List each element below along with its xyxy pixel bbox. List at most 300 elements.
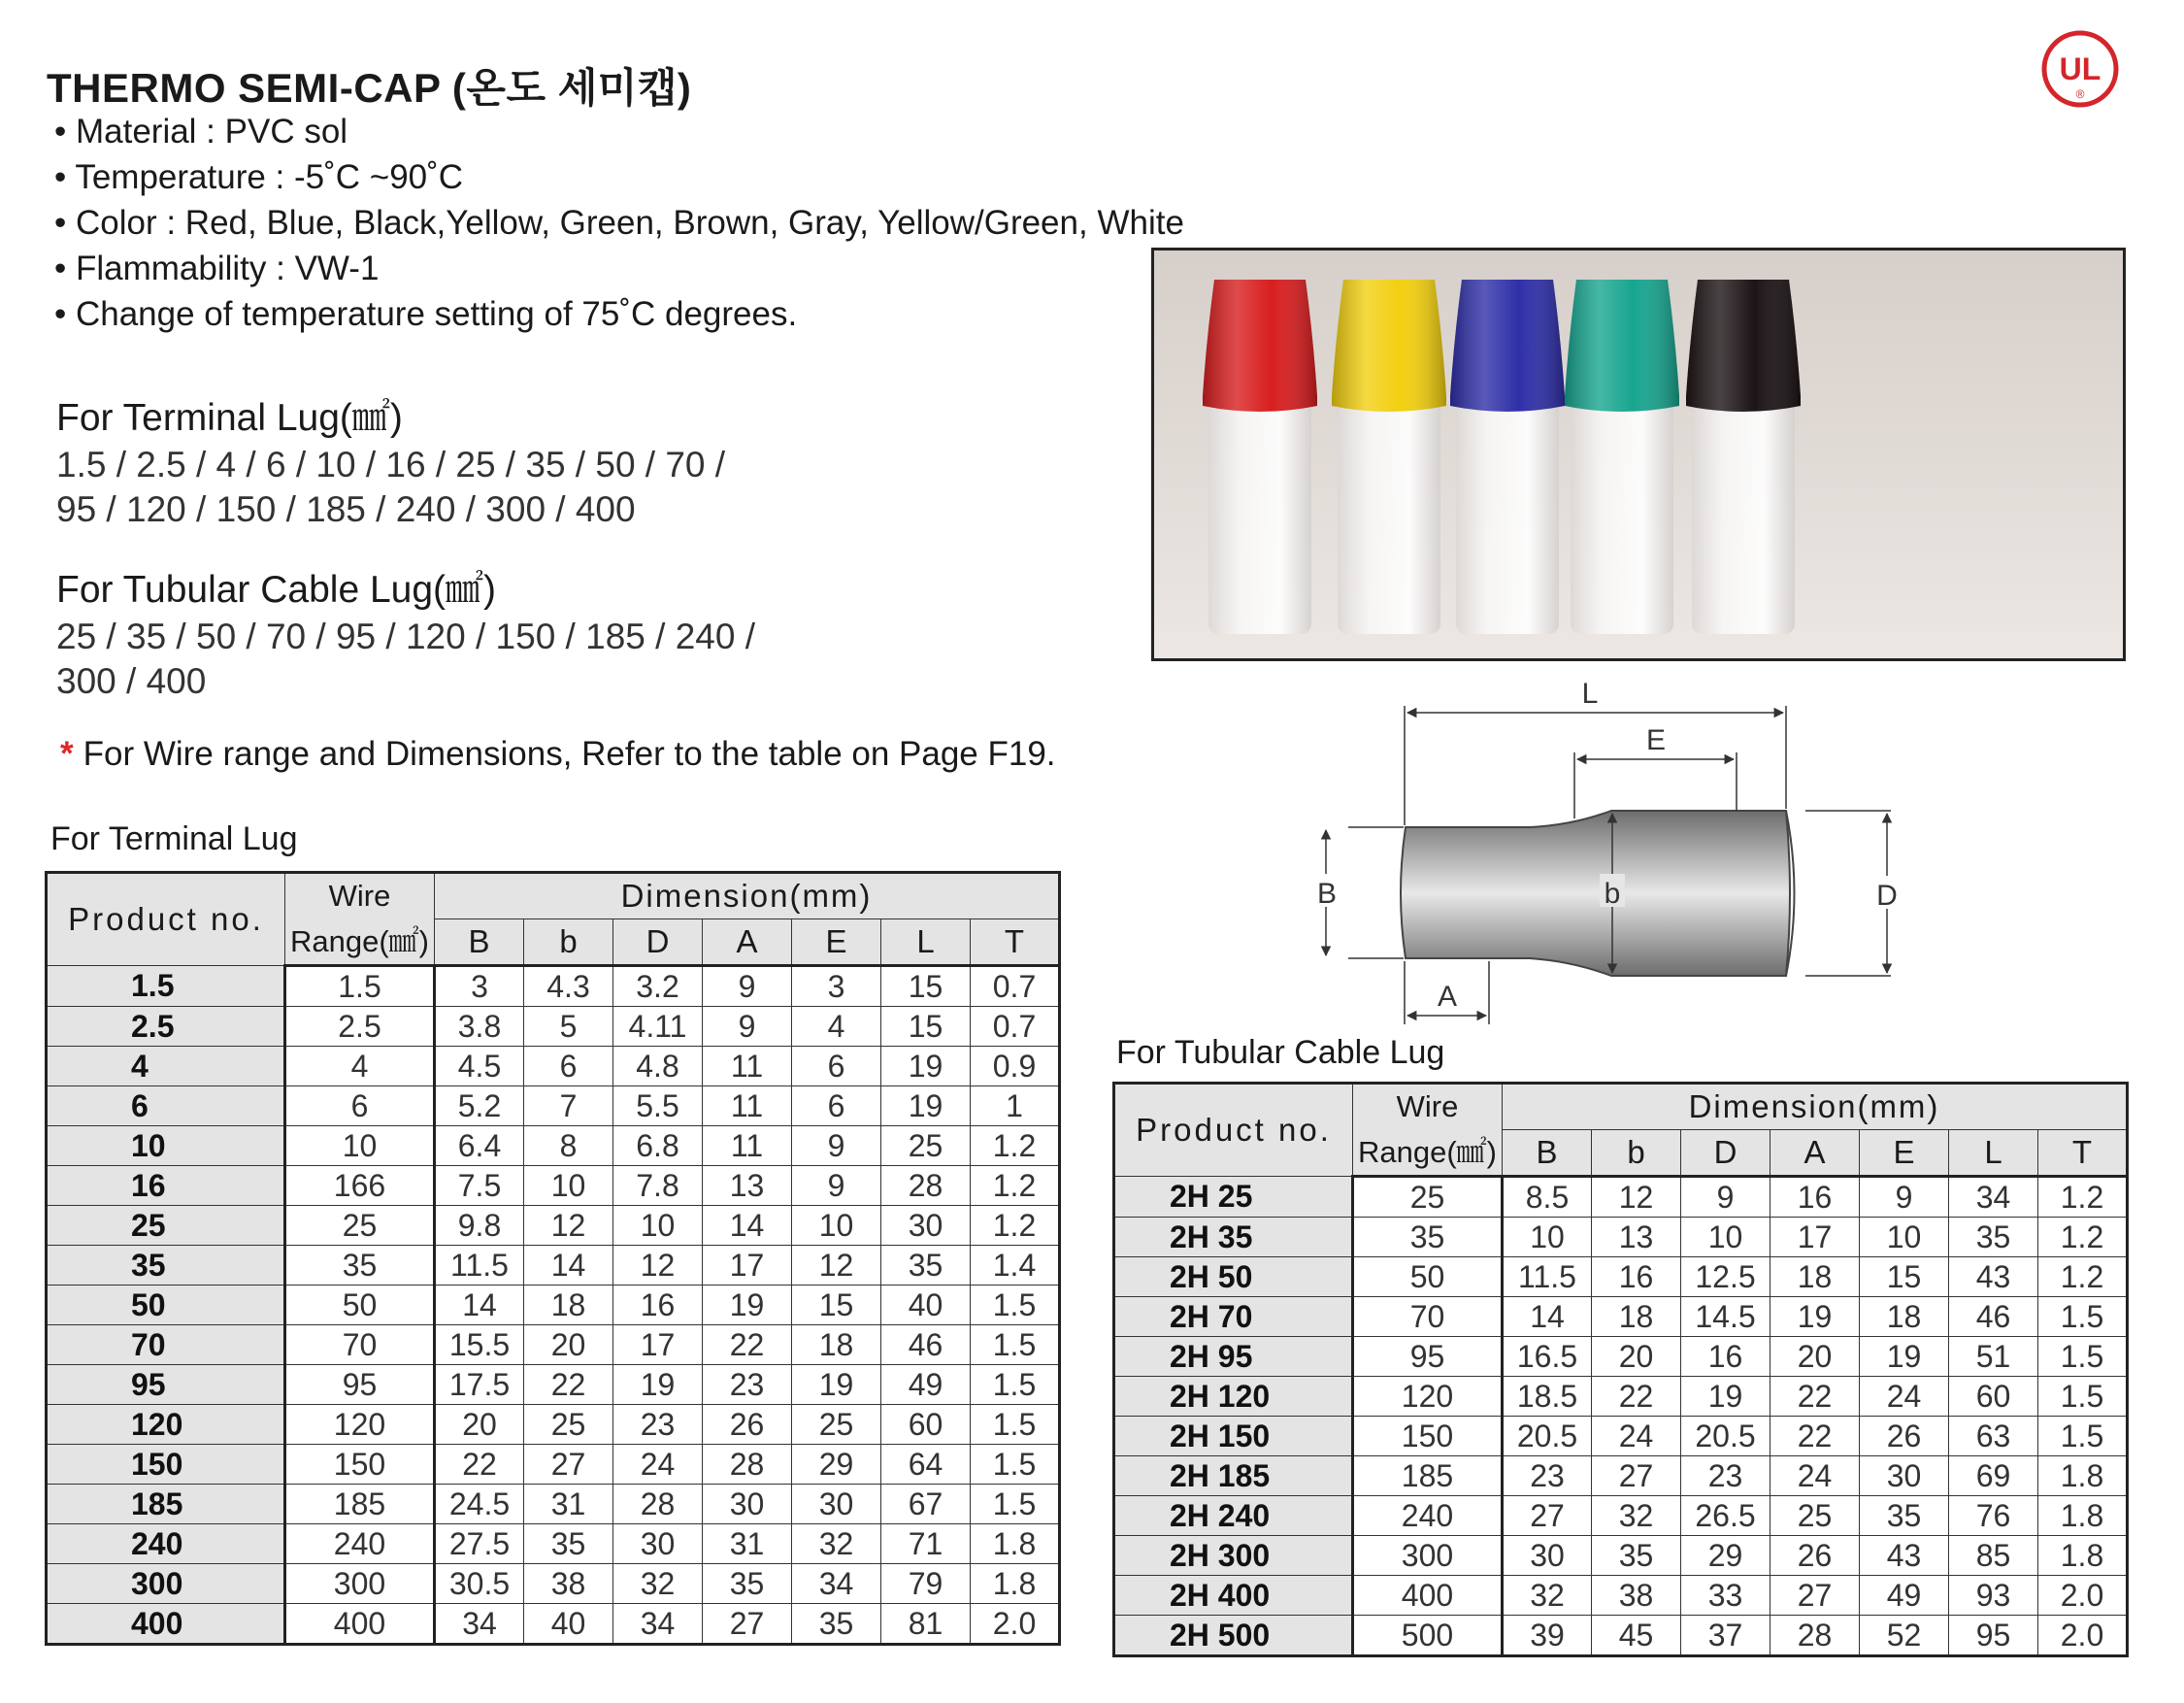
- col-header-D: D: [613, 919, 703, 966]
- dim-T-cell: 1.2: [971, 1165, 1060, 1205]
- product-no-cell: 2.5: [47, 1006, 285, 1046]
- dim-L-cell: 51: [1949, 1336, 2038, 1376]
- dimension-header: Dimension(mm): [1503, 1084, 2128, 1130]
- dim-L-cell: 19: [881, 1046, 971, 1085]
- tubular-sizes-heading: For Tubular Cable Lug(㎟): [56, 569, 497, 611]
- dimension-header: Dimension(mm): [435, 873, 1060, 919]
- table-row: [1114, 1217, 2128, 1256]
- wire-range-header-unit: Range(㎟): [285, 919, 435, 966]
- dim-B-cell: 27: [1503, 1495, 1592, 1535]
- dim-D-cell: 20.5: [1681, 1416, 1770, 1455]
- dim-B-cell: 6.4: [435, 1125, 524, 1165]
- dim-T-cell: 1.8: [2038, 1535, 2128, 1575]
- dim-L-cell: 30: [881, 1205, 971, 1245]
- wire-range-cell: 120: [285, 1404, 435, 1444]
- dim-A-cell: 17: [703, 1245, 792, 1285]
- dim-L-cell: 35: [1949, 1217, 2038, 1256]
- dim-A-cell: 11: [703, 1046, 792, 1085]
- dim-A-cell: 18: [1770, 1256, 1860, 1296]
- dim-A-cell: 25: [1770, 1495, 1860, 1535]
- dim-E-cell: 4: [792, 1006, 881, 1046]
- dim-D-cell: 23: [1681, 1455, 1770, 1495]
- dim-D-cell: 3.2: [613, 965, 703, 1006]
- wire-range-header: [1353, 1084, 1503, 1130]
- spec-temperature: • Temperature : -5˚C ~90˚C: [54, 158, 464, 196]
- wire-range-header: [285, 873, 435, 919]
- dim-L-cell: 25: [881, 1125, 971, 1165]
- dim-T-cell: 2.0: [2038, 1615, 2128, 1655]
- dim-A-cell: 35: [703, 1563, 792, 1603]
- table-row: [47, 1205, 1060, 1245]
- terminal-sizes: [56, 396, 725, 532]
- dim-L-cell: 63: [1949, 1416, 2038, 1455]
- dim-B-cell: 10: [1503, 1217, 1592, 1256]
- wire-range-cell: 400: [1353, 1575, 1503, 1615]
- wire-range-cell: 300: [285, 1563, 435, 1603]
- dim-E-cell: 9: [1860, 1176, 1949, 1217]
- dim-T-cell: 2.0: [971, 1603, 1060, 1644]
- table-row: [47, 1523, 1060, 1563]
- product-no-cell: 95: [47, 1364, 285, 1404]
- wire-range-cell: 70: [285, 1324, 435, 1364]
- table-row: [47, 1165, 1060, 1205]
- dim-E-cell: 19: [1860, 1336, 1949, 1376]
- dim-A-cell: 14: [703, 1205, 792, 1245]
- dim-L-cell: 76: [1949, 1495, 2038, 1535]
- dim-b-cell: 4.3: [524, 965, 613, 1006]
- terminal-sizes-line: 95 / 120 / 150 / 185 / 240 / 300 / 400: [56, 489, 636, 529]
- spec-material: • Material : PVC sol: [54, 113, 348, 150]
- product-no-cell: 2H 50: [1114, 1256, 1353, 1296]
- dim-A-cell: 9: [703, 965, 792, 1006]
- dim-E-cell: 32: [792, 1523, 881, 1563]
- spec-list: [54, 109, 1184, 337]
- dim-T-cell: 1.8: [971, 1563, 1060, 1603]
- dim-A-cell: 13: [703, 1165, 792, 1205]
- product-no-cell: 2H 400: [1114, 1575, 1353, 1615]
- dim-D-cell: 33: [1681, 1575, 1770, 1615]
- dim-b-cell: 35: [1592, 1535, 1681, 1575]
- product-no-cell: 16: [47, 1165, 285, 1205]
- tubular-sizes-line: 300 / 400: [56, 661, 207, 701]
- col-header-T: T: [2038, 1130, 2128, 1177]
- product-no-cell: 400: [47, 1603, 285, 1644]
- dim-T-cell: 1.5: [971, 1444, 1060, 1484]
- semi-cap-black: [1686, 280, 1801, 634]
- dim-b-cell: 18: [524, 1285, 613, 1324]
- col-header-T: T: [971, 919, 1060, 966]
- dim-T-cell: 1.8: [2038, 1495, 2128, 1535]
- dim-b-cell: 24: [1592, 1416, 1681, 1455]
- wire-range-cell: 2.5: [285, 1006, 435, 1046]
- dim-b-cell: 27: [524, 1444, 613, 1484]
- table-row: [1114, 1296, 2128, 1336]
- dim-D-cell: 28: [613, 1484, 703, 1523]
- dim-D-cell: 12.5: [1681, 1256, 1770, 1296]
- dim-A-cell: 23: [703, 1364, 792, 1404]
- terminal-sizes-heading: For Terminal Lug(㎟): [56, 397, 403, 439]
- dim-B-cell: 39: [1503, 1615, 1592, 1655]
- dim-D-cell: 5.5: [613, 1085, 703, 1125]
- dim-L-cell: 67: [881, 1484, 971, 1523]
- product-no-cell: 2H 150: [1114, 1416, 1353, 1455]
- table-row: [1114, 1575, 2128, 1615]
- table-row: [47, 1125, 1060, 1165]
- dim-L-cell: 85: [1949, 1535, 2038, 1575]
- dimension-diagram: [1301, 670, 1922, 1039]
- dim-D-cell: 30: [613, 1523, 703, 1563]
- dim-L-cell: 40: [881, 1285, 971, 1324]
- wire-range-cell: 400: [285, 1603, 435, 1644]
- dim-T-cell: 0.7: [971, 965, 1060, 1006]
- wire-range-cell: 500: [1353, 1615, 1503, 1655]
- dim-B-cell: 7.5: [435, 1165, 524, 1205]
- dim-L-cell: 71: [881, 1523, 971, 1563]
- dim-E-cell: 25: [792, 1404, 881, 1444]
- dim-D-cell: 10: [613, 1205, 703, 1245]
- dim-T-cell: 1.2: [2038, 1176, 2128, 1217]
- dim-B-cell: 30: [1503, 1535, 1592, 1575]
- dim-b-cell: 12: [524, 1205, 613, 1245]
- dim-T-cell: 1.5: [971, 1285, 1060, 1324]
- dim-b-cell: 5: [524, 1006, 613, 1046]
- tubular-lug-table: [1112, 1082, 2129, 1657]
- dim-A-cell: 26: [1770, 1535, 1860, 1575]
- dim-b-cell: 13: [1592, 1217, 1681, 1256]
- dim-D-cell: 6.8: [613, 1125, 703, 1165]
- dim-b-cell: 16: [1592, 1256, 1681, 1296]
- dim-E-cell: 29: [792, 1444, 881, 1484]
- semi-cap-group: [1203, 280, 1801, 634]
- dim-B-cell: 5.2: [435, 1085, 524, 1125]
- dim-D-cell: 12: [613, 1245, 703, 1285]
- dim-L-cell: 93: [1949, 1575, 2038, 1615]
- dim-L-cell: 15: [881, 965, 971, 1006]
- dim-L-cell: 43: [1949, 1256, 2038, 1296]
- dim-E-cell: 18: [792, 1324, 881, 1364]
- product-no-cell: 2H 35: [1114, 1217, 1353, 1256]
- wire-range-cell: 185: [1353, 1455, 1503, 1495]
- dim-B-cell: 17.5: [435, 1364, 524, 1404]
- dim-B-cell: 18.5: [1503, 1376, 1592, 1416]
- dim-L-cell: 60: [1949, 1376, 2038, 1416]
- dim-label-D: D: [1876, 880, 1898, 912]
- product-no-header: Product no.: [47, 873, 285, 966]
- dim-b-cell: 22: [1592, 1376, 1681, 1416]
- dim-T-cell: 1.5: [2038, 1416, 2128, 1455]
- product-no-cell: 2H 70: [1114, 1296, 1353, 1336]
- product-no-cell: 2H 240: [1114, 1495, 1353, 1535]
- dim-A-cell: 22: [1770, 1416, 1860, 1455]
- wire-header-top: Wire: [1396, 1089, 1459, 1124]
- dim-b-cell: 10: [524, 1165, 613, 1205]
- product-no-cell: 1.5: [47, 965, 285, 1006]
- wire-range-cell: 120: [1353, 1376, 1503, 1416]
- dim-E-cell: 34: [792, 1563, 881, 1603]
- dim-E-cell: 24: [1860, 1376, 1949, 1416]
- dim-A-cell: 16: [1770, 1176, 1860, 1217]
- terminal-table-body: [47, 965, 1060, 1644]
- dim-A-cell: 17: [1770, 1217, 1860, 1256]
- product-no-cell: 2H 25: [1114, 1176, 1353, 1217]
- dim-L-cell: 35: [881, 1245, 971, 1285]
- wire-range-cell: 6: [285, 1085, 435, 1125]
- col-header-L: L: [1949, 1130, 2038, 1177]
- wire-range-cell: 70: [1353, 1296, 1503, 1336]
- product-no-cell: 300: [47, 1563, 285, 1603]
- reference-note-text: For Wire range and Dimensions, Refer to the table on Page F19.: [83, 735, 1056, 773]
- dim-B-cell: 3: [435, 965, 524, 1006]
- dim-L-cell: 19: [881, 1085, 971, 1125]
- dim-E-cell: 30: [792, 1484, 881, 1523]
- dim-B-cell: 20: [435, 1404, 524, 1444]
- dim-A-cell: 30: [703, 1484, 792, 1523]
- dim-b-cell: 14: [524, 1245, 613, 1285]
- dim-D-cell: 26.5: [1681, 1495, 1770, 1535]
- dim-T-cell: 1.5: [2038, 1296, 2128, 1336]
- dim-A-cell: 24: [1770, 1455, 1860, 1495]
- product-no-cell: 70: [47, 1324, 285, 1364]
- semi-cap-red: [1203, 280, 1317, 634]
- table-row: [47, 1245, 1060, 1285]
- table-row: [47, 1364, 1060, 1404]
- dim-L-cell: 69: [1949, 1455, 2038, 1495]
- dim-T-cell: 0.9: [971, 1046, 1060, 1085]
- dim-A-cell: 27: [703, 1603, 792, 1644]
- dim-label-E: E: [1645, 724, 1667, 756]
- dim-D-cell: 14.5: [1681, 1296, 1770, 1336]
- col-header-B: B: [1503, 1130, 1592, 1177]
- wire-range-cell: 150: [285, 1444, 435, 1484]
- dim-B-cell: 16.5: [1503, 1336, 1592, 1376]
- dim-D-cell: 17: [613, 1324, 703, 1364]
- tubular-table-title: For Tubular Cable Lug: [1116, 1034, 1445, 1071]
- table-row: [1114, 1176, 2128, 1217]
- dim-T-cell: 1.2: [971, 1125, 1060, 1165]
- table-row: [47, 1404, 1060, 1444]
- dim-D-cell: 23: [613, 1404, 703, 1444]
- product-no-cell: 4: [47, 1046, 285, 1085]
- dim-T-cell: 1.2: [2038, 1256, 2128, 1296]
- ul-logo: [2040, 29, 2120, 109]
- dim-D-cell: 16: [1681, 1336, 1770, 1376]
- dim-L-cell: 46: [881, 1324, 971, 1364]
- wire-range-cell: 300: [1353, 1535, 1503, 1575]
- table-row: [47, 1285, 1060, 1324]
- asterisk-icon: *: [60, 735, 74, 773]
- dim-D-cell: 4.11: [613, 1006, 703, 1046]
- dim-A-cell: 22: [703, 1324, 792, 1364]
- spec-color: • Color : Red, Blue, Black,Yellow, Green, Brown, Gray, Yellow/Green, White: [54, 204, 1184, 242]
- dim-T-cell: 1.5: [2038, 1336, 2128, 1376]
- wire-range-cell: 50: [1353, 1256, 1503, 1296]
- wire-range-cell: 240: [285, 1523, 435, 1563]
- semi-cap-photo: [1154, 250, 2123, 658]
- dim-B-cell: 20.5: [1503, 1416, 1592, 1455]
- dim-B-cell: 27.5: [435, 1523, 524, 1563]
- wire-range-cell: 240: [1353, 1495, 1503, 1535]
- wire-range-cell: 35: [285, 1245, 435, 1285]
- dim-E-cell: 52: [1860, 1615, 1949, 1655]
- dim-B-cell: 23: [1503, 1455, 1592, 1495]
- dim-b-cell: 20: [1592, 1336, 1681, 1376]
- dim-T-cell: 1.5: [971, 1404, 1060, 1444]
- dim-D-cell: 10: [1681, 1217, 1770, 1256]
- dim-A-cell: 26: [703, 1404, 792, 1444]
- dim-T-cell: 1.5: [971, 1324, 1060, 1364]
- dim-E-cell: 19: [792, 1364, 881, 1404]
- dim-T-cell: 1.5: [971, 1364, 1060, 1404]
- dim-b-cell: 38: [524, 1563, 613, 1603]
- dim-E-cell: 30: [1860, 1455, 1949, 1495]
- dim-D-cell: 19: [613, 1364, 703, 1404]
- table-row: [1114, 1256, 2128, 1296]
- dim-E-cell: 12: [792, 1245, 881, 1285]
- dim-B-cell: 11.5: [435, 1245, 524, 1285]
- dim-b-cell: 6: [524, 1046, 613, 1085]
- dim-B-cell: 32: [1503, 1575, 1592, 1615]
- dim-A-cell: 31: [703, 1523, 792, 1563]
- product-no-cell: 120: [47, 1404, 285, 1444]
- dim-T-cell: 1.5: [2038, 1376, 2128, 1416]
- dim-D-cell: 16: [613, 1285, 703, 1324]
- dim-b-cell: 38: [1592, 1575, 1681, 1615]
- table-row: [47, 1563, 1060, 1603]
- dim-L-cell: 95: [1949, 1615, 2038, 1655]
- dim-D-cell: 34: [613, 1603, 703, 1644]
- dim-B-cell: 15.5: [435, 1324, 524, 1364]
- reference-note: [60, 735, 1056, 774]
- page-title: THERMO SEMI-CAP (온도 세미캡): [47, 65, 692, 111]
- dim-b-cell: 40: [524, 1603, 613, 1644]
- dim-E-cell: 3: [792, 965, 881, 1006]
- dim-b-cell: 32: [1592, 1495, 1681, 1535]
- dim-B-cell: 3.8: [435, 1006, 524, 1046]
- dim-B-cell: 22: [435, 1444, 524, 1484]
- terminal-table-title: For Terminal Lug: [50, 820, 298, 857]
- dim-T-cell: 1.2: [971, 1205, 1060, 1245]
- dim-b-cell: 35: [524, 1523, 613, 1563]
- dim-T-cell: 1.8: [2038, 1455, 2128, 1495]
- table-row: [47, 1006, 1060, 1046]
- dim-T-cell: 1.4: [971, 1245, 1060, 1285]
- wire-range-cell: 150: [1353, 1416, 1503, 1455]
- dim-A-cell: 28: [1770, 1615, 1860, 1655]
- wire-range-cell: 166: [285, 1165, 435, 1205]
- col-header-A: A: [1770, 1130, 1860, 1177]
- dim-E-cell: 49: [1860, 1575, 1949, 1615]
- semi-cap-blue: [1450, 280, 1565, 634]
- dim-T-cell: 1.8: [971, 1523, 1060, 1563]
- dim-L-cell: 46: [1949, 1296, 2038, 1336]
- spec-flammability: • Flammability : VW-1: [54, 250, 380, 287]
- wire-range-cell: 95: [1353, 1336, 1503, 1376]
- table-row: [47, 1085, 1060, 1125]
- wire-range-cell: 50: [285, 1285, 435, 1324]
- table-row: [1114, 1615, 2128, 1655]
- dim-B-cell: 30.5: [435, 1563, 524, 1603]
- table-row: [1114, 1455, 2128, 1495]
- dim-T-cell: 2.0: [2038, 1575, 2128, 1615]
- dim-D-cell: 7.8: [613, 1165, 703, 1205]
- dim-T-cell: 1.5: [971, 1484, 1060, 1523]
- col-header-B: B: [435, 919, 524, 966]
- dim-E-cell: 15: [792, 1285, 881, 1324]
- col-header-D: D: [1681, 1130, 1770, 1177]
- dim-L-cell: 34: [1949, 1176, 2038, 1217]
- dim-B-cell: 24.5: [435, 1484, 524, 1523]
- dim-b-cell: 20: [524, 1324, 613, 1364]
- dim-E-cell: 6: [792, 1085, 881, 1125]
- product-no-header: Product no.: [1114, 1084, 1353, 1177]
- table-row: [1114, 1535, 2128, 1575]
- wire-range-cell: 1.5: [285, 965, 435, 1006]
- semi-cap-yellow: [1332, 280, 1446, 634]
- dim-E-cell: 35: [792, 1603, 881, 1644]
- product-no-cell: 150: [47, 1444, 285, 1484]
- wire-range-header-unit: Range(㎟): [1353, 1130, 1503, 1177]
- product-no-cell: 2H 95: [1114, 1336, 1353, 1376]
- product-photo: [1151, 248, 2126, 661]
- spec-temperature-setting: • Change of temperature setting of 75˚C degrees.: [54, 295, 798, 333]
- table-row: [47, 1484, 1060, 1523]
- col-header-L: L: [881, 919, 971, 966]
- table-row: [1114, 1376, 2128, 1416]
- wire-header-top: Wire: [328, 879, 391, 914]
- dim-D-cell: 32: [613, 1563, 703, 1603]
- col-header-E: E: [1860, 1130, 1949, 1177]
- product-no-cell: 10: [47, 1125, 285, 1165]
- dim-B-cell: 4.5: [435, 1046, 524, 1085]
- dim-E-cell: 15: [1860, 1256, 1949, 1296]
- dim-b-cell: 18: [1592, 1296, 1681, 1336]
- dim-b-cell: 25: [524, 1404, 613, 1444]
- dim-A-cell: 11: [703, 1125, 792, 1165]
- col-header-b: b: [1592, 1130, 1681, 1177]
- dim-A-cell: 11: [703, 1085, 792, 1125]
- dim-b-cell: 27: [1592, 1455, 1681, 1495]
- dim-A-cell: 19: [1770, 1296, 1860, 1336]
- dim-D-cell: 9: [1681, 1176, 1770, 1217]
- product-no-cell: 2H 120: [1114, 1376, 1353, 1416]
- product-no-cell: 2H 300: [1114, 1535, 1353, 1575]
- dim-E-cell: 10: [792, 1205, 881, 1245]
- dim-b-cell: 45: [1592, 1615, 1681, 1655]
- table-row: [47, 1603, 1060, 1644]
- dim-L-cell: 28: [881, 1165, 971, 1205]
- dim-A-cell: 20: [1770, 1336, 1860, 1376]
- dim-E-cell: 9: [792, 1125, 881, 1165]
- dim-E-cell: 10: [1860, 1217, 1949, 1256]
- dim-E-cell: 35: [1860, 1495, 1949, 1535]
- product-no-cell: 2H 185: [1114, 1455, 1353, 1495]
- wire-range-cell: 35: [1353, 1217, 1503, 1256]
- dim-A-cell: 27: [1770, 1575, 1860, 1615]
- tubular-sizes-line: 25 / 35 / 50 / 70 / 95 / 120 / 150 / 185 / 240 /: [56, 617, 755, 656]
- product-no-cell: 6: [47, 1085, 285, 1125]
- dim-A-cell: 19: [703, 1285, 792, 1324]
- col-header-b: b: [524, 919, 613, 966]
- ul-logo-mark: ®: [2075, 87, 2085, 101]
- ul-logo-text: UL: [2059, 51, 2101, 86]
- table-row: [1114, 1495, 2128, 1535]
- terminal-lug-table: [45, 871, 1061, 1646]
- dim-E-cell: 6: [792, 1046, 881, 1085]
- wire-range-cell: 25: [1353, 1176, 1503, 1217]
- dim-b-cell: 22: [524, 1364, 613, 1404]
- wire-range-cell: 10: [285, 1125, 435, 1165]
- dim-T-cell: 1.2: [2038, 1217, 2128, 1256]
